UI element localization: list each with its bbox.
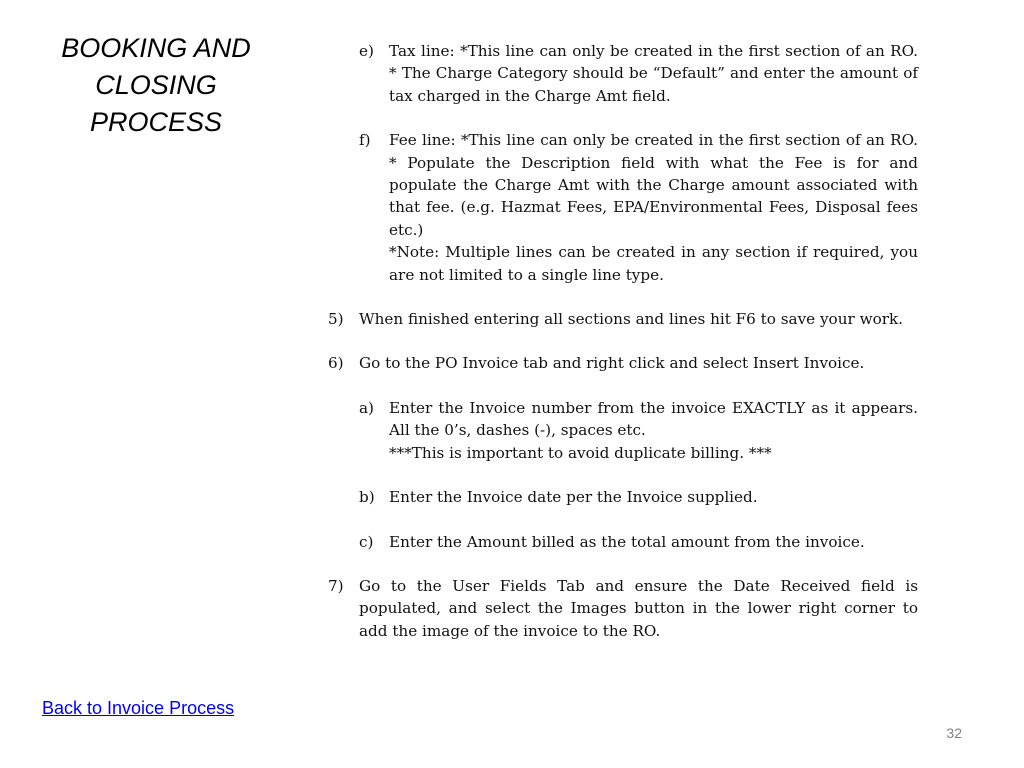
list-marker: a) <box>359 398 374 417</box>
list-item-text: Fee line: *This line can only be created in the first section of an RO. * Populate the Description field with what the Fee is for and populate the Charge Amt with the Charge amount associated with that fee. (e.g. Hazmat Fees, EPA/Environmental Fees, Disposal fees etc.) <box>389 131 918 239</box>
slide-title-line-3: PROCESS <box>89 107 223 137</box>
list-item-step-6 <box>326 352 918 374</box>
list-item-text: When finished entering all sections and lines hit F6 to save your work. <box>359 310 904 329</box>
list-item-invoice-number <box>326 397 918 464</box>
list-item-invoice-date <box>326 486 918 508</box>
list-marker: 5) <box>328 310 344 329</box>
list-item-tax-line <box>326 40 918 107</box>
slide-title-line-1: BOOKING AND <box>61 33 251 63</box>
list-marker: b) <box>359 488 375 507</box>
list-marker: 7) <box>328 576 344 595</box>
list-item-amount-billed <box>326 531 918 553</box>
list-item-text: Tax line: *This line can only be created in the first section of an RO. * The Charge Category should be “Default” and enter the amount of tax charged in the Charge Amt field. <box>389 42 918 105</box>
instructions-content <box>326 40 918 642</box>
list-item-fee-line <box>326 129 918 286</box>
list-item-step-5 <box>326 308 918 330</box>
slide-title-line-2: CLOSING <box>95 70 217 100</box>
list-marker: c) <box>359 532 374 551</box>
list-item-note: *Note: Multiple lines can be created in any section if required, you are not limited to a single line type. <box>389 243 918 284</box>
list-item-note: ***This is important to avoid duplicate billing. *** <box>389 443 772 462</box>
list-item-text: Go to the PO Invoice tab and right click and select Insert Invoice. <box>359 354 865 373</box>
list-item-step-7 <box>326 575 918 642</box>
list-marker: f) <box>359 131 371 150</box>
list-item-text: Go to the User Fields Tab and ensure the Date Received field is populated, and select the Images button in the lower right corner to add the image of the invoice to the RO. <box>359 576 918 640</box>
list-item-text: Enter the Invoice date per the Invoice supplied. <box>389 488 758 507</box>
list-marker: e) <box>359 42 374 60</box>
list-item-text: Enter the Amount billed as the total amount from the invoice. <box>389 532 865 551</box>
slide-title <box>40 30 272 141</box>
page-number: 32 <box>946 725 962 741</box>
list-marker: 6) <box>328 354 344 373</box>
back-to-invoice-process-link[interactable]: Back to Invoice Process <box>42 698 235 718</box>
list-item-text: Enter the Invoice number from the invoice EXACTLY as it appears. All the 0’s, dashes (-), spaces etc. <box>389 398 918 440</box>
